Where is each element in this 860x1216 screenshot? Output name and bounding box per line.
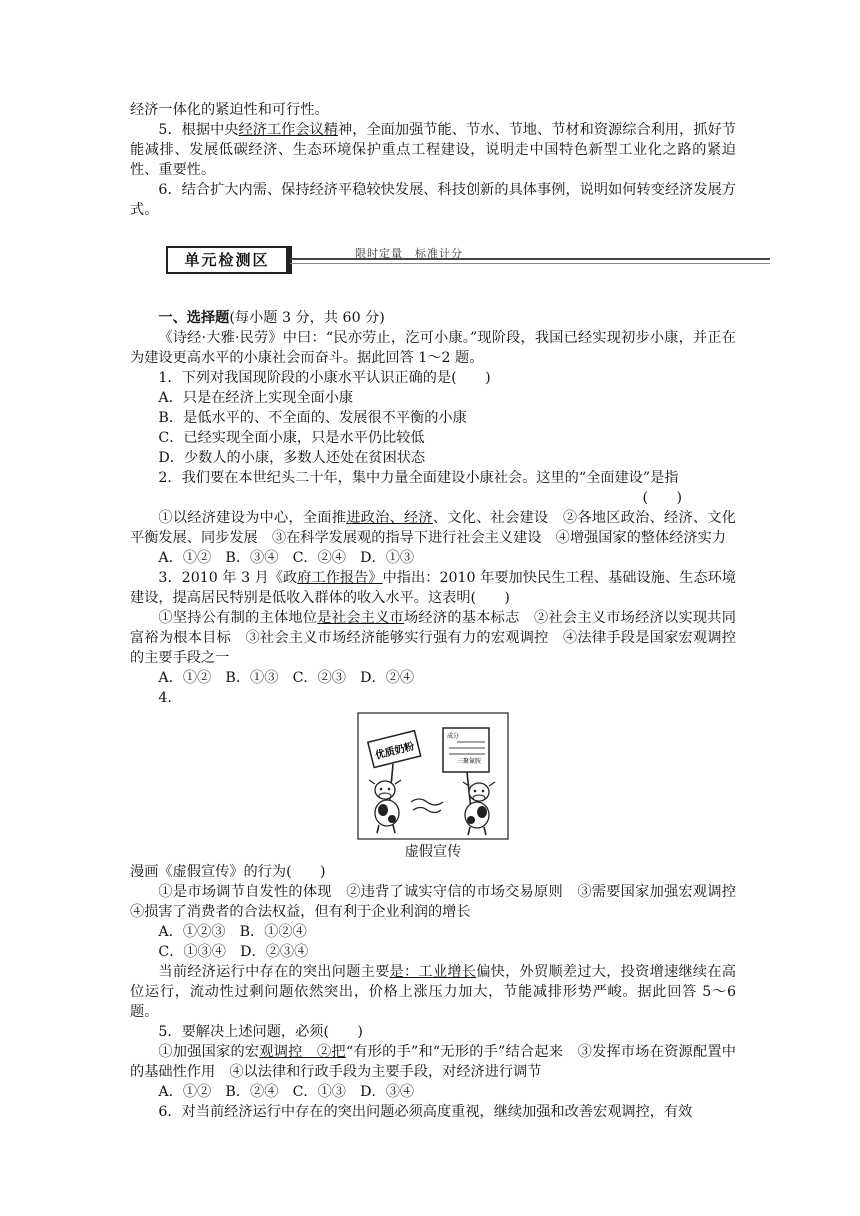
cartoon-figure: [130, 712, 736, 862]
question-4-answers-1: A．①②③ B．①②④: [158, 924, 307, 940]
question-1: 1．下列对我国现阶段的小康水平认识正确的是( ): [158, 370, 491, 386]
question-6-intro: 6．结合扩大内需、保持经济平稳较快发展、科技创新的具体事例，说明如何转变经济发展方式。: [130, 182, 736, 218]
right-sign-text-2: 三聚氰胺: [456, 758, 482, 765]
question-6: 6．对当前经济运行中存在的突出问题必须高度重视，继续加强和改善宏观调控，有效: [158, 1104, 693, 1120]
question-5: 5．要解决上述问题，必须( ): [158, 1024, 363, 1040]
question-5-intro: 5．根据中央经济工作会议精神，全面加强节能、节水、节地、节材和资源综合利用，抓好节能减排、发展低碳经济、生态环境保护重点工程建设，说明走中国特色新型工业化之路的紧迫性、重要性。: [130, 122, 736, 178]
question-4: 漫画《虚假宣传》的行为( ): [130, 864, 326, 880]
question-3-options: ①坚持公有制的主体地位是社会主义市场经济的基本标志 ②社会主义市场经济以实现共同富裕为根本目标 ③社会主义市场经济能够实行强有力的宏观调控 ④法律手段是国家宏观调控的主要手段之一: [130, 610, 736, 666]
q1-option-b: B．是低水平的、不全面的、发展很不平衡的小康: [158, 410, 467, 426]
cartoon-caption: 虚假宣传: [404, 844, 462, 860]
question-3: 3．2010 年 3 月《政府工作报告》中指出：2010 年要加快民生工程、基础设施、生态环境建设，提高居民特别是低收入群体的收入水平。这表明( ): [130, 570, 736, 606]
section-heading: 一、选择题(每小题 3 分，共 60 分): [158, 310, 385, 326]
question-4-number: 4.: [158, 690, 172, 706]
q1-option-c: C．已经实现全面小康，只是水平仍比较低: [158, 430, 425, 446]
question-5-options: ①加强国家的宏观调控 ②把“有形的手”和“无形的手”结合起来 ③发挥市场在资源配置中的基础性作用 ④以法律和行政手段为主要手段，对经济进行调节: [130, 1044, 736, 1080]
section-banner: [130, 244, 736, 278]
question-2-paren: ( ): [642, 490, 682, 506]
question-2-answers: A．①② B．③④ C．②④ D．①③: [158, 550, 415, 566]
question-2-options: ①以经济建设为中心，全面推进政治、经济、文化、社会建设 ②各地区政治、经济、文化平衡发展、同步发展 ③在科学发展观的指导下进行社会主义建设 ④增强国家的整体经济实力: [130, 510, 736, 546]
question-2: 2．我们要在本世纪头二十年，集中力量全面建设小康社会。这里的“全面建设”是指: [158, 470, 679, 486]
stem-1: 《诗经·大雅·民劳》中曰：“民亦劳止，汔可小康。”现阶段，我国已经实现初步小康，并正在为建设更高水平的小康社会而奋斗。据此回答 1～2 题。: [130, 330, 736, 366]
document-page: [130, 100, 751, 1122]
banner-subtitle: 限时定量 标准计分: [355, 247, 463, 260]
left-sign-text: 优质奶粉: [374, 741, 416, 762]
stem-2: 当前经济运行中存在的突出问题主要是：工业增长偏快，外贸顺差过大，投资增速继续在高位运行，流动性过剩问题依然突出，价格上涨压力加大，节能减排形势严峻。据此回答 5～6 题。: [130, 964, 736, 1020]
question-4-answers-2: C．①③④ D．②③④: [158, 944, 309, 960]
intro-line: 经济一体化的紧迫性和可行性。: [130, 102, 329, 118]
right-sign-text-1: 成分: [447, 733, 460, 740]
question-5-answers: A．①② B．②④ C．①③ D．③④: [158, 1084, 415, 1100]
question-3-answers: A．①② B．①③ C．②③ D．②④: [158, 670, 415, 686]
q1-option-d: D．少数人的小康，多数人还处在贫困状态: [158, 450, 426, 466]
banner-title: 单元检测区: [166, 246, 292, 274]
cartoon-image: [357, 712, 509, 840]
question-4-options: ①是市场调节自发性的体现 ②违背了诚实守信的市场交易原则 ③需要国家加强宏观调控 ④损害了消费者的合法权益，但有利于企业利润的增长: [130, 884, 751, 920]
q1-option-a: A．只是在经济上实现全面小康: [158, 390, 354, 406]
